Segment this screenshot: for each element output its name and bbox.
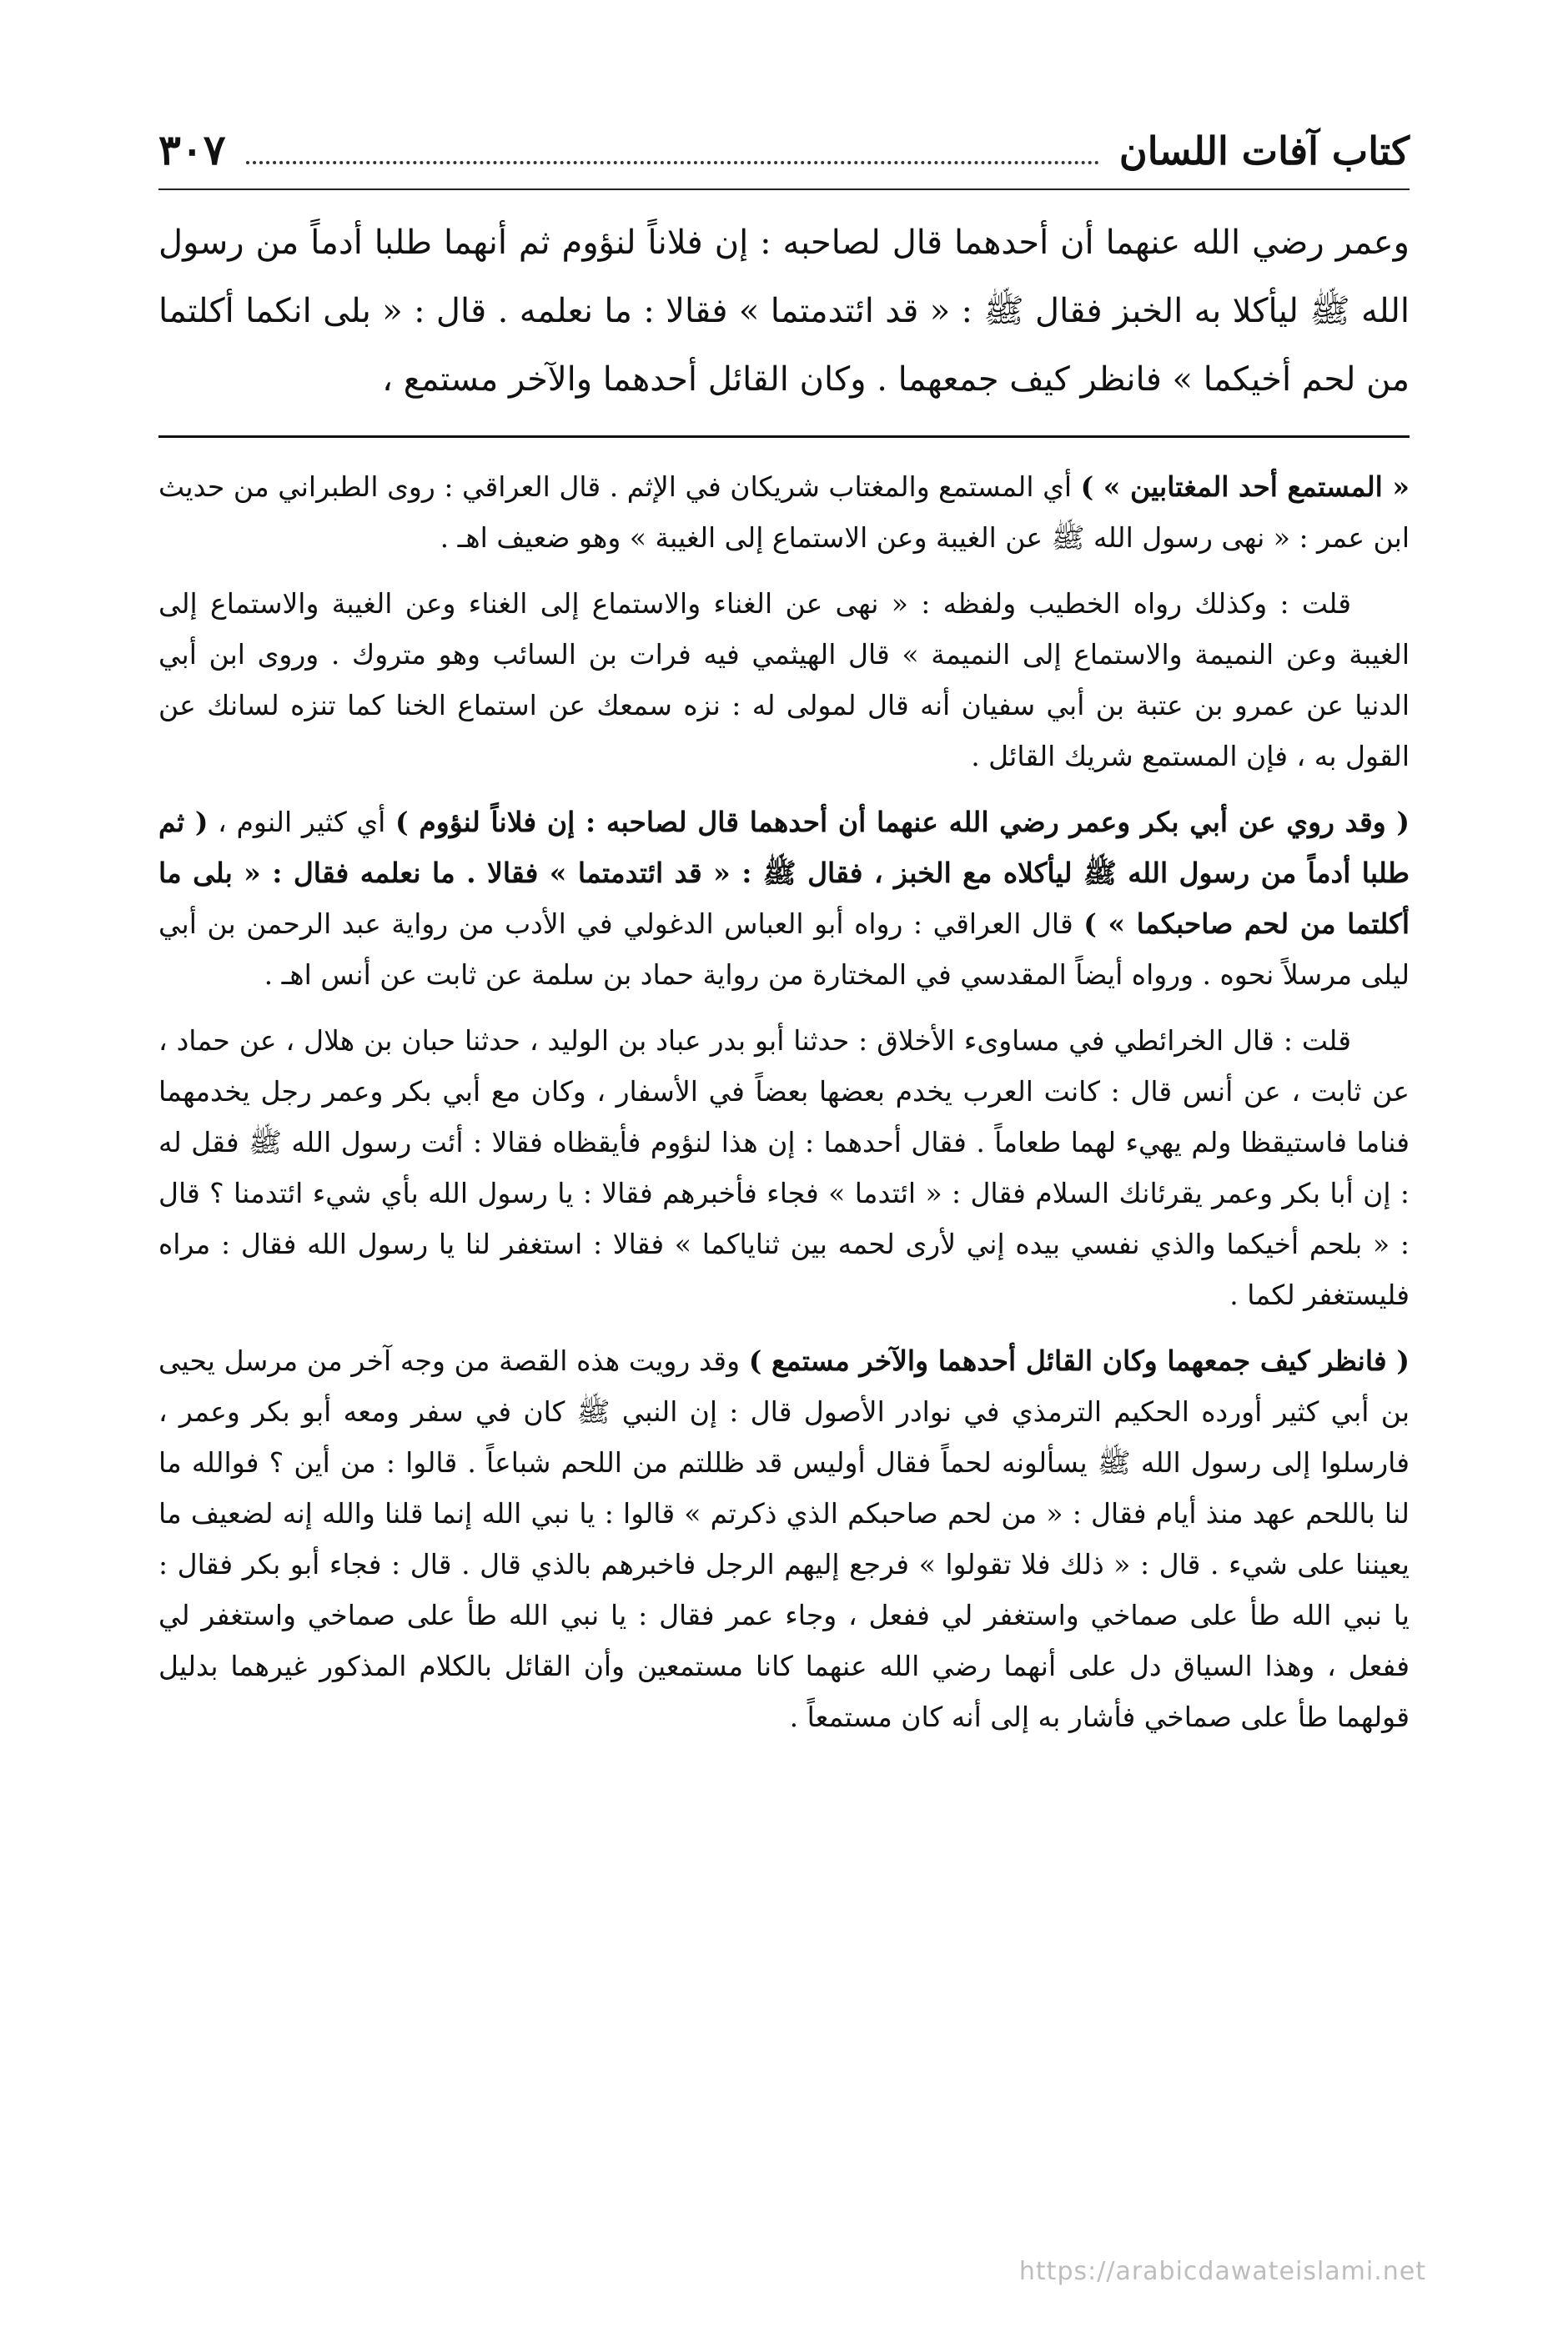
commentary-paragraph-3 [158,797,1410,1000]
commentary-text: أي المستمع والمغتاب شريكان في الإثم . قال العراقي : روى الطبراني من حديث ابن عمر : « نهى رسول الله ﷺ عن الغيبة وعن الاستماع إلى الغيبة » وهو ضعيف اهـ . [158,470,1410,554]
commentary-text: قال العراقي : رواه أبو العباس الدغولي في الأدب من رواية عبد الرحمن بن أبي ليلى مرسلاً نحوه . ورواه أيضاً المقدسي في المختارة من رواية حماد بن سلمة عن ثابت عن أنس اهـ . [158,907,1410,991]
header-dotted-leader [246,136,1099,164]
commentary-text: وقد رويت هذه القصة من وجه آخر من مرسل يحيى بن أبي كثير أورده الحكيم الترمذي في نوادر الأصول قال : إن النبي ﷺ كان في سفر ومعه أبو بكر وعمر ، فارسلوا إلى رسول الله ﷺ يسألونه لحماً فقال أوليس قد ظللتم من اللحم شباعاً . قالوا : من أين ؟ فوالله ما لنا باللحم عهد منذ أيام فقال : « من لحم صاحبكم الذي ذكرتم » قالوا : يا نبي الله إنما قلنا والله إنه لضعيف ما يعيننا على شيء . قال : « ذلك فلا تقولوا » فرجع إليهم الرجل فاخبرهم بالذي قال . قال : فجاء أبو بكر فقال : يا نبي الله طأ على صماخي واستغفر لي ففعل ، وجاء عمر فقال : يا نبي الله طأ على صماخي واستغفر لي ففعل ، وهذا السياق دل على أنهما رضي الله عنهما كانا مستمعين وأن القائل بالكلام المذكور غيرهما بدليل قولهما طأ على صماخي فأشار به إلى أنه كان مستمعاً . [158,1344,1410,1733]
main-text [158,209,1410,414]
page-header [158,125,1410,190]
watermark-url: https://arabicdawateislami.net [1018,2257,1426,2286]
commentary-paragraph-5 [158,1335,1410,1742]
quoted-phrase: ( وقد روي عن أبي بكر وعمر رضي الله عنهما أن أحدهما قال لصاحبه : إن فلاناً لنؤوم ) [395,806,1410,838]
main-paragraph: وعمر رضي الله عنهما أن أحدهما قال لصاحبه : إن فلاناً لنؤوم ثم أنهما طلبا أدماً من رسول الله ﷺ ليأكلا به الخبز فقال ﷺ : « قد ائتدمتما » فقالا : ما نعلمه . قال : « بلى انكما أكلتما من لحم أخيكما » فانظر كيف جمعهما . وكان القائل أحدهما والآخر مستمع ، [158,224,1410,399]
page-number: ٣٠٧ [158,125,226,174]
book-title: كتاب آفات اللسان [1118,128,1410,173]
commentary-paragraph-2: قلت : وكذلك رواه الخطيب ولفظه : « نهى عن الغناء والاستماع إلى الغناء وعن الغيبة والاستماع إلى الغيبة وعن النميمة والاستماع إلى النميمة » قال الهيثمي فيه فرات بن السائب وهو متروك . وروى ابن أبي الدنيا عن عمرو بن عتبة بن أبي سفيان أنه قال لمولى له : نزه سمعك عن استماع الخنا كما تنزه لسانك عن القول به ، فإن المستمع شريك القائل . [158,587,1410,772]
quoted-phrase: ( ثم طلبا أدماً من رسول الله ﷺ ليأكلاه مع الخبز ، فقال ﷺ : « قد ائتدمتما » فقالا . ما نعلمه فقال : « بلى ما أكلتما من لحم صاحبكما » ) [158,806,1410,940]
book-page [158,125,1410,2260]
commentary-paragraph-4: قلت : قال الخرائطي في مساوىء الأخلاق : حدثنا أبو بدر عباد بن الوليد ، حدثنا حبان بن هلال ، عن حماد ، عن ثابت ، عن أنس قال : كانت العرب يخدم بعضها بعضاً في الأسفار ، وكان مع أبي بكر وعمر رجل يخدمهما فناما فاستيقظا ولم يهيء لهما طعاماً . فقال أحدهما : إن هذا لنؤوم فأيقظاه فقالا : أئت رسول الله ﷺ فقل له : إن أبا بكر وعمر يقرئانك السلام فقال : « ائتدما » فجاء فأخبرهم فقالا : يا رسول الله بأي شيء ائتدمنا ؟ قال : « بلحم أخيكما والذي نفسي بيده إني لأرى لحمه بين ثناياكما » فقالا : استغفر لنا يا رسول الله فقال : مراه فليستغفر لكما . [158,1024,1410,1311]
quoted-phrase: « المستمع أحد المغتابين » ) [1080,470,1410,503]
quoted-phrase: ( فانظر كيف جمعهما وكان القائل أحدهما والآخر مستمع ) [748,1344,1410,1377]
commentary [158,461,1410,1742]
commentary-text: أي كثير النوم ، [208,806,396,838]
footnote-separator [158,435,1410,438]
commentary-paragraph-1 [158,461,1410,563]
